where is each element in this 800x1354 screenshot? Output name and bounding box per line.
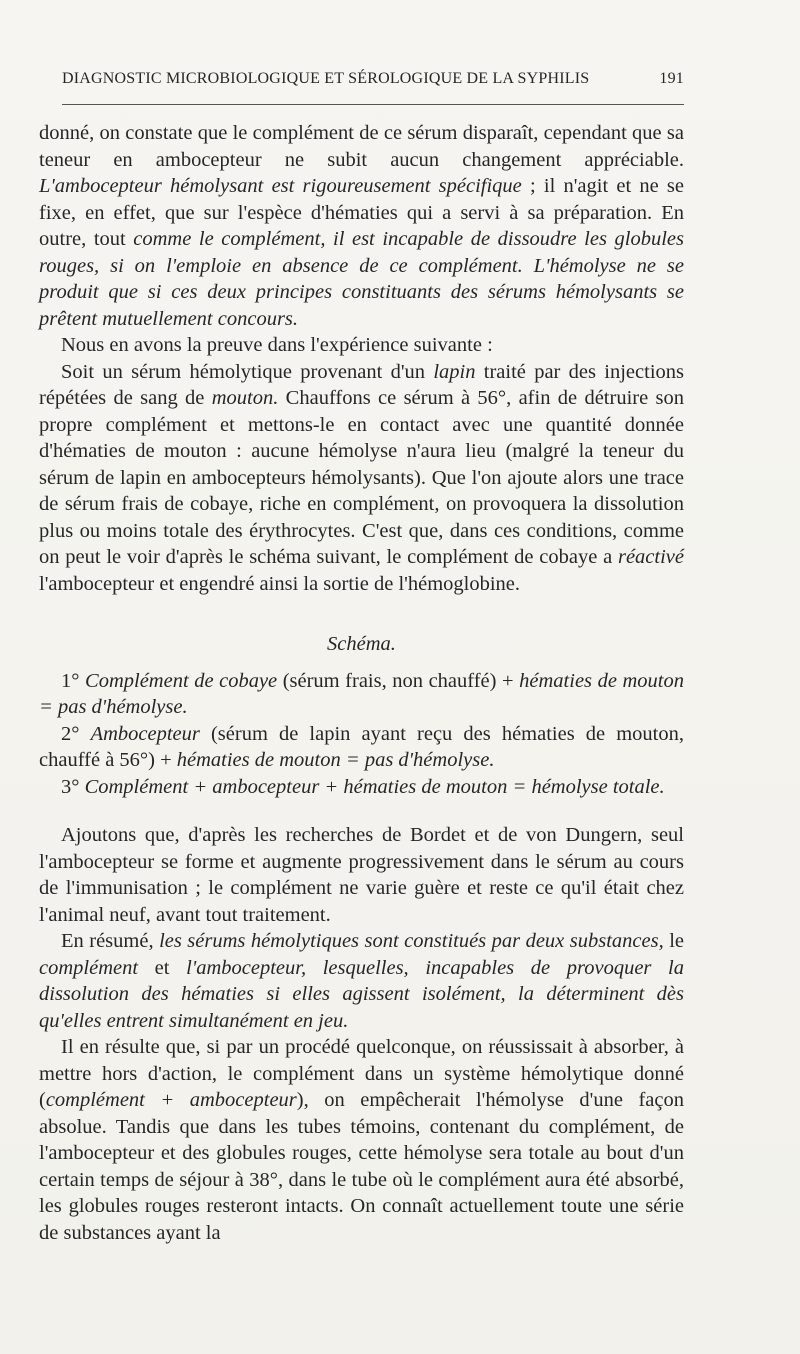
schema-item-3 [39,774,684,801]
paragraph-4: Ajoutons que, d'après les recherches de Bordet et de von Dungern, seul l'ambocepteur se forme et augmente progressivement dans le sérum au cours de l'immunisation ; le complément ne varie guère et reste ce qu'il était chez l'animal neuf, avant tout traitement. [39,824,684,926]
text-run: ), on empêcherait l'hémolyse d'une façon absolue. Tandis que dans les tubes témoins, contenant du complément, de l'ambocepteur et des globules rouges, cette hémolyse sera totale au bout d'un certain temps de séjour à 38°, dans le tube où le complément aura été absorbé, les globules rouges resteront intacts. On connaît actuellement toute une série de substances ayant la [39,1089,685,1244]
paragraph-2: Nous en avons la preuve dans l'expérience suivante : [61,334,493,356]
italic-run: hématies de mouton = pas d'hémolyse. [39,669,684,718]
italic-run: mouton. [211,387,279,409]
paragraph-1 [39,120,684,332]
italic-run: l'ambocepteur, lesquelles, incapables de provoquer la dissolution des hématies si elles agissent isolément, la déterminent dès qu'elles entrent simultanément en jeu. [39,956,684,1032]
italic-run: réactivé [617,546,684,568]
text-run: En résumé, [61,930,160,952]
schema-title: Schéma. [327,633,396,655]
text-run: et [138,956,187,979]
italic-run: L'ambocepteur hémolysant est rigoureusement spécifique [39,175,522,197]
paragraph-6 [39,1034,684,1246]
text-run: traité par des injections répétées de sang de [39,360,684,409]
text-run: le [663,930,684,952]
text-run: ; il n'agit et ne se fixe, en effet, que sur l'espèce d'hématies qui a servi à sa préparation. En outre, tout [39,175,684,250]
italic-run: lapin [433,360,476,383]
italic-run: Complément de cobaye [85,669,278,692]
italic-run: les sérums hémolytiques sont constitués par deux substances, [159,930,664,952]
text-run: (sérum de lapin ayant reçu des hématies de mouton, chauffé à 56°) + [39,722,684,771]
header-rule [62,104,684,105]
item-number: 3° [61,775,85,798]
italic-run: hématies de mouton = pas d'hémolyse. [176,749,495,771]
text-run: donné, on constate que le complément de ce sérum disparaît, cependant que sa teneur en ambocepteur ne subit aucun changement appréciable. [39,122,684,171]
running-header [62,70,684,88]
paragraph-5 [39,928,684,1034]
italic-run: comme le complément, il est incapable de dissoudre les globules rouges, si on l'emploie en absence de ce complément. L'hémolyse ne se produit que si ces deux principes constituants des sérums hémolysants se prêtent mutuellement concours. [39,228,684,330]
text-run: Chauffons ce sérum à 56°, afin de détruire son propre complément et mettons-le en contact avec une quantité donnée d'hématies de mouton : aucune hémolyse n'aura lieu (malgré la teneur du sérum de lapin en ambocepteurs hémolysants). Que l'on ajoute alors une trace de sérum frais de cobaye, riche en complément, on provoquera la dissolution plus ou moins totale des érythrocytes. C'est que, dans ces conditions, comme on peut le voir d'après le schéma suivant, le complément de cobaye a [39,387,684,568]
text-run: Il en résulte que, si par un procédé quelconque, on réussissait à absorber, à mettre hors d'action, le complément dans un système hémolytique donné ( [39,1036,684,1111]
text-run: Soit un sérum hémolytique provenant d'un [61,360,434,383]
running-title: DIAGNOSTIC MICROBIOLOGIQUE ET SÉROLOGIQUE DE LA SYPHILIS [62,70,590,87]
text-run: l'ambocepteur et engendré ainsi la sortie de l'hémoglobine. [39,572,520,595]
schema-item-2 [39,721,684,774]
italic-run: complément [39,956,139,979]
item-number: 2° [61,722,91,745]
italic-run: Complément + ambocepteur + hématies de mouton = hémolyse totale. [84,775,665,798]
body-text [39,120,684,1246]
italic-run: complément + ambocepteur [45,1089,297,1111]
page-number: 191 [659,70,684,87]
text-run: (sérum frais, non chauffé) + [277,669,520,692]
paragraph-3 [39,359,684,598]
italic-run: Ambocepteur [90,722,200,745]
schema-item-1 [39,668,684,721]
item-number: 1° [61,669,86,692]
